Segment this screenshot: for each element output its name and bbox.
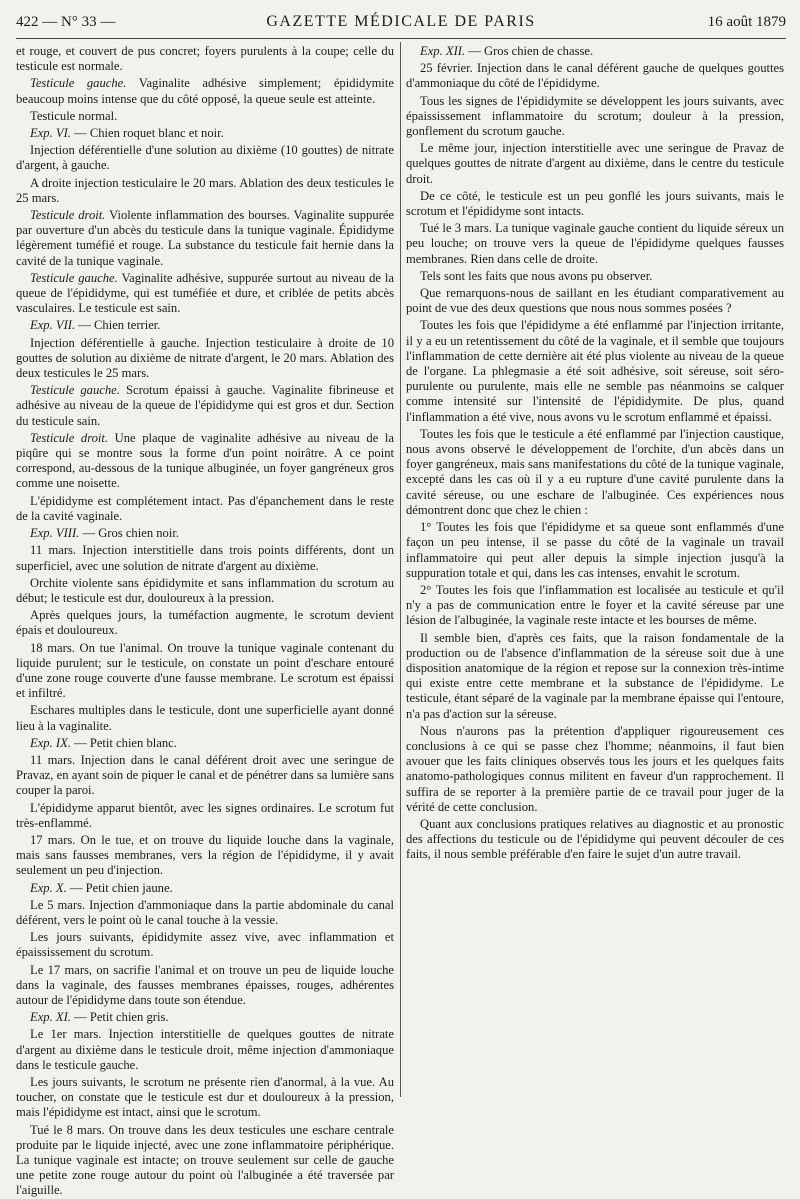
paragraph: [16, 608, 394, 638]
paragraph-text: Injection déférentielle d'une solution au dixième (10 gouttes) de nitrate d'argent, à gauche.: [16, 143, 394, 173]
paragraph-lead: Testicule gauche.: [30, 270, 118, 285]
paragraph-text: Vaginalite adhésive simplement; épididymite beaucoup moins intense que du côté opposé, la queue seule est atteinte.: [16, 76, 394, 106]
paragraph: [406, 817, 784, 863]
paragraph: [16, 833, 394, 879]
left-column: [16, 44, 395, 1198]
paragraph-text: Les jours suivants, le scrotum ne présente rien d'anormal, à la vue. Au toucher, on constate que le testicule est dur et douloureux à la pression, mais l'épididyme est intact, ainsi que le scrotum.: [16, 1075, 394, 1120]
paragraph: [16, 494, 394, 524]
paragraph-text: Après quelques jours, la tuméfaction augmente, le scrotum devient épais et douloureux.: [16, 608, 394, 638]
paragraph: [406, 520, 784, 581]
paragraph-text: Tels sont les faits que nous avons pu observer.: [420, 268, 653, 283]
paragraph-text: Le 1er mars. Injection interstitielle de quelques gouttes de nitrate d'argent au dixième dans le testicule droit, même injection d'ammoniaque dans le testicule gauche.: [16, 1027, 394, 1072]
paragraph-text: Vaginalite adhésive, suppurée surtout au niveau de la queue de l'épididyme, qui est tuméfiée et dure, et criblée de petits abcès vasculaires. Le testicule est sain.: [16, 270, 394, 316]
paragraph: [16, 208, 394, 269]
paragraph-text: Quant aux conclusions pratiques relatives au diagnostic et au pronostic des affections du testicule ou de l'épididyme qui peuvent découler de ces faits, il nous semble préférable d'en faire le sujet d'un autre travail.: [406, 816, 784, 862]
paragraph: [406, 724, 784, 815]
paragraph: [16, 109, 394, 124]
paragraph: [406, 318, 784, 424]
paragraph: [406, 189, 784, 219]
experiment-heading: [16, 736, 394, 751]
paragraph-text: De ce côté, le testicule est un peu gonflé les jours suivants, mais le scrotum et l'épididyme sont intacts.: [406, 188, 784, 219]
paragraph-text: — Chien terrier.: [75, 318, 161, 333]
paragraph: [406, 221, 784, 267]
experiment-heading: [16, 1010, 394, 1025]
paragraph: [16, 930, 394, 960]
paragraph: [16, 703, 394, 733]
paragraph: [16, 271, 394, 317]
experiment-heading: [16, 526, 394, 541]
paragraph: [16, 753, 394, 799]
paragraph: [406, 61, 784, 91]
paragraph-lead: Testicule droit.: [30, 430, 109, 445]
paragraph-text: Il semble bien, d'après ces faits, que la raison fondamentale de la production ou de l'absence d'inflammation de la séreuse soit due à une disposition anatomique de la région et repose sur la connexion très-intime qui existe entre cette membrane et la substance de l'épididyme. Le testicule, étant séparé de la vaginale par la membrane épaisse qui l'entoure, n'a pas d'action sur la séreuse.: [406, 630, 784, 721]
experiment-heading: [16, 881, 394, 896]
paragraph: [406, 583, 784, 629]
paragraph-text: 25 février. Injection dans le canal déférent gauche de quelques gouttes d'ammoniaque du côté de l'épididyme.: [406, 61, 784, 91]
paragraph-lead: Exp. VII.: [30, 318, 76, 333]
paragraph-text: Tué le 3 mars. La tunique vaginale gauche contient du liquide séreux un peu louche; on trouve vers la queue de l'épididyme quelques fausses membranes. Rien dans celle de droite.: [406, 221, 784, 266]
paragraph-text: L'épididyme est complétement intact. Pas d'épanchement dans le reste de la cavité vaginale.: [16, 493, 394, 523]
paragraph-text: Tué le 8 mars. On trouve dans les deux testicules une eschare centrale produite par le liquide injecté, avec une zone inflammatoire périphérique. La tunique vaginale est intacte; on trouve seulement sur celle de gauche une petite zone rouge autour du point où l'albuginée a été traversée par l'aiguille.: [16, 1122, 394, 1198]
paragraph: [16, 383, 394, 429]
paragraph: [16, 801, 394, 831]
paragraph: [16, 641, 394, 702]
paragraph: [16, 143, 394, 173]
paragraph: [16, 543, 394, 573]
paragraph-text: Orchite violente sans épididymite et sans inflammation du scrotum au début; le testicule est dur, douloureux à la pression.: [16, 575, 394, 605]
paragraph: [16, 44, 394, 74]
journal-title: GAZETTE MÉDICALE DE PARIS: [266, 13, 536, 30]
paragraph: [16, 1027, 394, 1073]
paragraph-text: 18 mars. On tue l'animal. On trouve la tunique vaginale contenant du liquide purulent; sur le testicule, on constate un point d'eschare entouré d'une zone rouge couverte d'une fausse membrane. Le scrotum est épaissi et infiltré.: [16, 640, 394, 701]
paragraph-lead: Exp. XII.: [420, 44, 466, 58]
paragraph-text: Toutes les fois que le testicule a été enflammé par l'injection caustique, nous avons observé le développement de l'orchite, d'un abcès dans un foyer gangréneux, mais sans manifestations du côté de la tunique vaginale, excepté dans les cas où il y a eu rupture d'une cavité purulente dans la cavité séreuse, ou une eschare de l'albuginée. Ces expériences nous démontrent donc que chez le chien :: [406, 426, 784, 517]
paragraph-text: — Petit chien jaune.: [66, 880, 173, 895]
paragraph-text: — Gros chien de chasse.: [465, 44, 594, 58]
paragraph-text: et rouge, et couvert de pus concret; foyers purulents à la coupe; celle du testicule est normale.: [16, 44, 394, 74]
paragraph-text: — Petit chien gris.: [70, 1010, 169, 1025]
paragraph-text: 2° Toutes les fois que l'inflammation est localisée au testicule et qu'il n'y a pas de communication entre le foyer et la cavité séreuse par une lésion de l'albuginée, la vaginale reste intacte et les bourses de même.: [406, 582, 784, 628]
paragraph-text: 17 mars. On le tue, et on trouve du liquide louche dans la vaginale, mais sans fausses membranes, vers la région de l'épididyme, il y avait seulement un peu d'injection.: [16, 832, 394, 878]
paragraph-text: — Gros chien noir.: [79, 526, 179, 541]
paragraph-lead: Exp. XI.: [30, 1010, 71, 1025]
paragraph-text: Testicule normal.: [30, 108, 118, 123]
issue-date: 16 août 1879: [707, 14, 786, 30]
experiment-heading: [16, 126, 394, 141]
paragraph-lead: Exp. IX.: [30, 735, 71, 750]
paragraph-text: Violente inflammation des bourses. Vaginalite suppurée par ouverture d'un abcès du testicule dans la tunique vaginale. Épididyme légèrement tuméfié et rouge. La substance du testicule fait hernie dans la cavité de la tunique vaginale.: [16, 208, 395, 268]
page-number: 422 — N° 33 —: [16, 14, 116, 30]
experiment-heading: [16, 318, 394, 333]
paragraph-text: — Chien roquet blanc et noir.: [70, 126, 224, 141]
paragraph: [16, 1123, 394, 1199]
paragraph-text: Eschares multiples dans le testicule, dont une superficielle ayant donné lieu à la vaginalite.: [16, 703, 394, 733]
paragraph-text: 11 mars. Injection dans le canal déférent droit avec une seringue de Pravaz, en ayant soin de piquer le canal et de pénétrer dans sa lumière sans couper la paroi.: [16, 752, 394, 798]
paragraph-text: Le même jour, injection interstitielle avec une seringue de Pravaz de quelques gouttes de nitrate d'argent au dixième, dans le centre du testicule droit.: [406, 141, 784, 186]
paragraph: [406, 269, 784, 284]
paragraph-text: Tous les signes de l'épididymite se développent les jours suivants, avec épaississement inflammatoire du scrotum; douleur à la pression, gonflement du scrotum gauche.: [406, 93, 784, 139]
paragraph: [16, 431, 394, 492]
paragraph-text: Une plaque de vaginalite adhésive au niveau de la piqûre qui se montre sous la forme d'un point noirâtre. A ce point correspond, au-dessous de la tunique albuginée, un foyer gangréneux gros comme une noisette.: [16, 430, 394, 491]
page-header: [16, 8, 786, 39]
paragraph-lead: Exp. VIII.: [30, 526, 80, 541]
paragraph-text: Injection déférentielle à gauche. Injection testiculaire à droite de 10 gouttes de solution au dixième de nitrate d'argent, le 20 mars. Ablation des deux testicules le 25 mars.: [16, 335, 394, 381]
paragraph-text: Scrotum épaissi à gauche. Vaginalite fibrineuse et adhésive au niveau de la queue de l'épididyme qui est gros et dur. Section du testicule sain.: [16, 383, 394, 428]
paragraph: [406, 286, 784, 316]
paragraph: [406, 141, 784, 187]
paragraph: [16, 176, 394, 206]
experiment-heading: [406, 44, 784, 59]
right-column: [406, 44, 784, 1094]
paragraph: [406, 631, 784, 722]
paragraph-lead: Testicule gauche.: [30, 383, 120, 398]
paragraph-lead: Testicule gauche.: [30, 76, 127, 91]
paragraph-lead: Exp. VI.: [30, 126, 71, 141]
paragraph-text: Que remarquons-nous de saillant en les étudiant comparativement au point de vue des deux questions que nous nous sommes posées ?: [406, 286, 784, 316]
paragraph-text: L'épididyme apparut bientôt, avec les signes ordinaires. Le scrotum fut très-enflammé.: [16, 800, 394, 830]
column-divider: [400, 42, 401, 1097]
paragraph: [406, 94, 784, 140]
paragraph-text: — Petit chien blanc.: [70, 735, 177, 750]
paragraph: [16, 576, 394, 606]
paragraph: [16, 898, 394, 928]
paragraph: [16, 963, 394, 1009]
paragraph-lead: Exp. X.: [30, 880, 67, 895]
paragraph: [16, 1075, 394, 1121]
paragraph-lead: Testicule droit.: [30, 208, 106, 223]
paragraph-text: Nous n'aurons pas la prétention d'appliquer rigoureusement ces conclusions à ce qui se passe chez l'homme; néanmoins, il faut bien avouer que les faits cliniques observés tous les jours et les quelques faits anatomo-pathologiques connus militent en faveur d'un rapprochement. Il suffira de se reporter à la première partie de ce travail pour juger de la vérité de cette conclusion.: [406, 723, 784, 814]
paragraph: [406, 427, 784, 518]
paragraph-text: 11 mars. Injection interstitielle dans trois points différents, dont un superficiel, avec une solution de nitrate d'argent au dixième.: [16, 543, 394, 573]
paragraph-text: Toutes les fois que l'épididyme a été enflammé par l'injection irritante, il y a eu un retentissement du côté de la vaginale, et il semble que toujours l'inflammation de cette dernière ait été plus violente au niveau de la queue de l'organe. La phlegmasie a été soit adhésive, soit séreuse, soit séro-purulente ou purulente, mais elle ne semble pas néanmoins se calquer comme intensité sur l'intensité de l'épididymite. De plus, quand l'inflammation a été vive, nous avons vu le scrotum enflammé et épaissi.: [406, 318, 784, 424]
paragraph-text: 1° Toutes les fois que l'épididyme et sa queue sont enflammés d'une façon un peu intense, il se passe du côté de la vaginale un travail inflammatoire qui peut aller depuis la simple injection jusqu'à la suppuration totale et qui, dans les cas intenses, envahit le scrotum.: [406, 520, 784, 580]
paragraph: [16, 76, 394, 106]
paragraph-text: Les jours suivants, épididymite assez vive, avec inflammation et épaississement du scrotum.: [16, 930, 394, 960]
paragraph-text: Le 5 mars. Injection d'ammoniaque dans la partie abdominale du canal déférent, vers le point où le canal touche à la vessie.: [16, 897, 394, 927]
paragraph: [16, 336, 394, 382]
paragraph-text: A droite injection testiculaire le 20 mars. Ablation des deux testicules le 25 mars.: [16, 175, 394, 205]
paragraph-text: Le 17 mars, on sacrifie l'animal et on trouve un peu de liquide louche dans la vaginale, des fausses membranes épaisses, rouges, adhérentes autour de l'épididyme dans toute son étendue.: [16, 962, 394, 1007]
